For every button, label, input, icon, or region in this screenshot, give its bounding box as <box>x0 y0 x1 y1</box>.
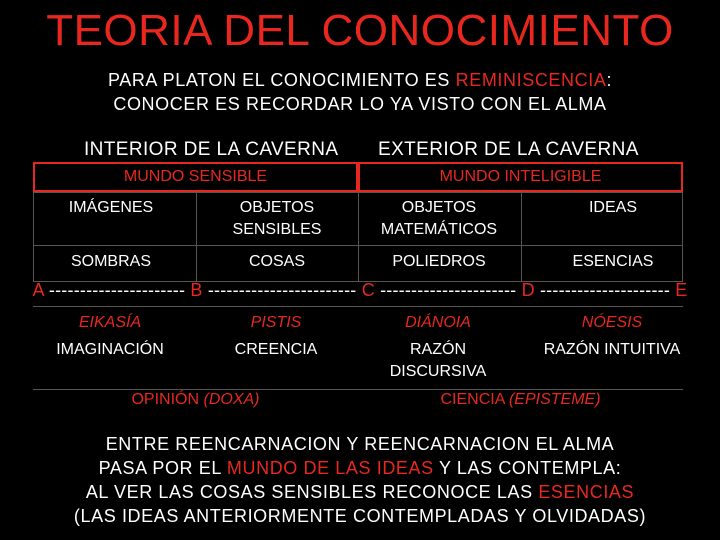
faculty-razon-intuitiva: RAZÓN INTUITIVA <box>543 341 681 358</box>
stages-block <box>33 306 683 390</box>
ciencia-episteme: CIENCIA (EPISTEME) <box>440 391 601 408</box>
axis-point-a: A <box>32 280 44 300</box>
mundo-de-las-ideas-term: MUNDO DE LAS IDEAS <box>226 458 434 478</box>
bottom-line-3: AL VER LAS COSAS SENSIBLES RECONOCE LAS ESENCIAS <box>85 482 635 502</box>
faculty-imaginacion: IMAGINACIÓN <box>56 341 164 358</box>
exterior-caverna-heading: EXTERIOR DE LA CAVERNA <box>378 139 639 160</box>
levels-grid <box>33 192 683 282</box>
cell-objetos-sensibles: OBJETOS SENSIBLES <box>232 199 322 238</box>
stage-eikasia: EIKASÍA <box>78 314 142 331</box>
bottom-line-1: ENTRE REENCARNACION Y REENCARNACION EL ALMA <box>105 434 615 454</box>
stage-dianoia: DIÁNOIA <box>405 314 471 331</box>
grid-divider <box>521 193 522 281</box>
axis-segment: ---------------------- <box>43 280 191 300</box>
cell-sombras: SOMBRAS <box>70 253 151 270</box>
mundo-inteligible-box: MUNDO INTELIGIBLE <box>358 162 683 192</box>
cell-esencias: ESENCIAS <box>572 253 654 270</box>
faculty-creencia: CREENCIA <box>234 341 318 358</box>
axis-point-d: D <box>521 280 535 300</box>
bottom-text <box>0 432 720 528</box>
axis-point-e: E <box>675 280 688 300</box>
intro-line-1: PARA PLATON EL CONOCIMIENTO ES REMINISCENCIA: <box>107 70 613 90</box>
cell-objetos-matematicos: OBJETOS MATEMÁTICOS <box>380 199 498 238</box>
axis-segment: ---------------------- <box>374 280 522 300</box>
bottom-line-4: (LAS IDEAS ANTERIORMENTE CONTEMPLADAS Y OLVIDADAS) <box>73 506 647 526</box>
cell-poliedros: POLIEDROS <box>392 253 486 270</box>
stage-pistis: PISTIS <box>250 314 302 331</box>
page-title: TEORIA DEL CONOCIMIENTO <box>46 6 674 55</box>
axis-point-b: B <box>190 280 203 300</box>
mundo-sensible-box: MUNDO SENSIBLE <box>33 162 358 192</box>
esencias-term: ESENCIAS <box>538 482 635 502</box>
interior-caverna-heading: INTERIOR DE LA CAVERNA <box>84 139 339 160</box>
intro-text <box>0 68 720 116</box>
axis-segment: --------------------- <box>534 280 676 300</box>
grid-divider <box>358 193 359 281</box>
cell-cosas: COSAS <box>248 253 305 270</box>
knowledge-axis <box>0 280 720 301</box>
intro-line-2: CONOCER ES RECORDAR LO YA VISTO CON EL ALMA <box>113 94 607 114</box>
grid-divider <box>34 245 682 246</box>
opinion-doxa: OPINIÓN (DOXA) <box>131 391 260 408</box>
faculty-razon-discursiva: RAZÓN DISCURSIVA <box>389 341 487 380</box>
grid-divider <box>196 193 197 281</box>
axis-point-c: C <box>361 280 375 300</box>
cell-ideas: IDEAS <box>588 199 637 216</box>
reminiscencia-term: REMINISCENCIA <box>455 70 607 90</box>
bottom-line-2: PASA POR EL MUNDO DE LAS IDEAS Y LAS CONTEMPLA: <box>98 458 622 478</box>
stage-noesis: NÓESIS <box>581 314 643 331</box>
axis-segment: ------------------------ <box>202 280 362 300</box>
cell-imagenes: IMÁGENES <box>68 199 154 216</box>
